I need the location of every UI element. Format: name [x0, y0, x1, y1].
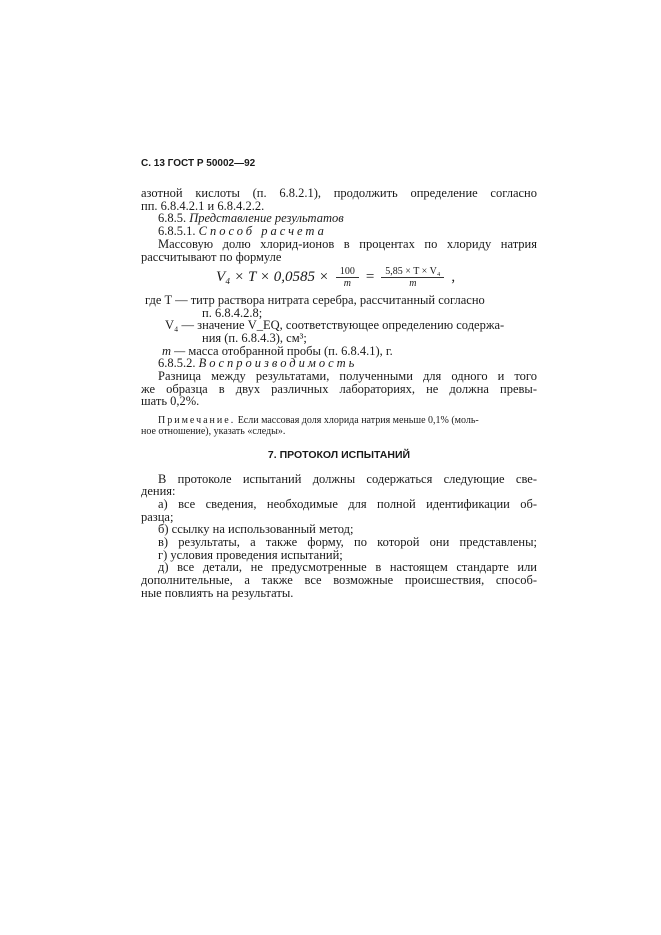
section-title: Представление результатов — [189, 211, 344, 225]
fraction — [336, 266, 359, 289]
list-item: г) условия проведения испытаний; — [158, 548, 343, 562]
list-item: д) все детали, не предусмотренные в настоящем стандарте или — [158, 560, 537, 574]
text-line: пп. 6.8.4.2.1 и 6.8.4.2.2. — [141, 199, 265, 213]
text-line: разца; — [141, 510, 174, 524]
note-text: Если массовая доля хлорида натрия меньше 0,1% (моль- — [237, 415, 479, 426]
text-line: дополнительные, а также все возможные происшествия, способ- — [141, 573, 537, 587]
text-line: азотной кислоты (п. 6.8.2.1), продолжить определение согласно — [141, 186, 537, 200]
equals: = — [365, 269, 375, 285]
numerator: 100 — [336, 266, 359, 278]
numerator: 5,85 × T × V₄ — [381, 266, 444, 278]
text-line: шать 0,2%. — [141, 394, 200, 408]
formula — [216, 266, 455, 289]
text-line: рассчитывают по формуле — [141, 250, 282, 264]
text-line: В протоколе испытаний должны содержаться следующие све- — [158, 472, 537, 486]
text-line: ния (п. 6.8.4.3), см³; — [202, 331, 307, 345]
text-line: Массовую долю хлорид-ионов в процентах по хлориду натрия — [158, 237, 537, 251]
text-line: же образца в двух различных лабораториях, не должна превы- — [141, 382, 537, 396]
list-item: б) ссылку на использованный метод; — [158, 522, 354, 536]
var-desc: титр раствора нитрата серебра, рассчитанный согласно — [190, 293, 485, 307]
var-label: где T — — [145, 293, 188, 307]
note-text: ное отношение), указать «следы». — [141, 426, 286, 437]
text-line: дения: — [141, 484, 176, 498]
page-header: С. 13 ГОСТ Р 50002—92 — [141, 158, 256, 169]
denominator: m — [343, 278, 351, 289]
text-line: п. 6.8.4.2.8; — [202, 306, 263, 320]
section-7-heading: 7. ПРОТОКОЛ ИСПЫТАНИЙ — [267, 449, 411, 461]
text-line: Разница между результатами, полученными для одного и того — [158, 369, 537, 383]
var-desc: значение V_EQ, соответствующее определению содержа- — [197, 318, 505, 332]
comma: , — [451, 269, 456, 285]
var-label: m — — [162, 344, 186, 358]
var-desc: масса отобранной пробы (п. 6.8.4.1), г. — [188, 344, 393, 358]
section-number: 6.8.5.2. — [158, 356, 196, 370]
section-title: Воспроизводимость — [198, 356, 358, 370]
fraction — [381, 266, 444, 289]
list-item: а) все сведения, необходимые для полной идентификации об- — [158, 497, 537, 511]
list-item: в) результаты, а также форму, по которой они представлены; — [158, 535, 537, 549]
var-label: V₄ — — [165, 318, 195, 332]
note-label: Примечание. — [158, 415, 236, 426]
text-line: ные повлиять на результаты. — [141, 586, 294, 600]
section-number: 6.8.5.1. — [158, 224, 196, 238]
formula-left: V₄ × T × 0,0585 × — [216, 269, 329, 285]
denominator: m — [409, 278, 417, 289]
section-title: Способ расчета — [198, 224, 327, 238]
section-number: 6.8.5. — [158, 211, 187, 225]
